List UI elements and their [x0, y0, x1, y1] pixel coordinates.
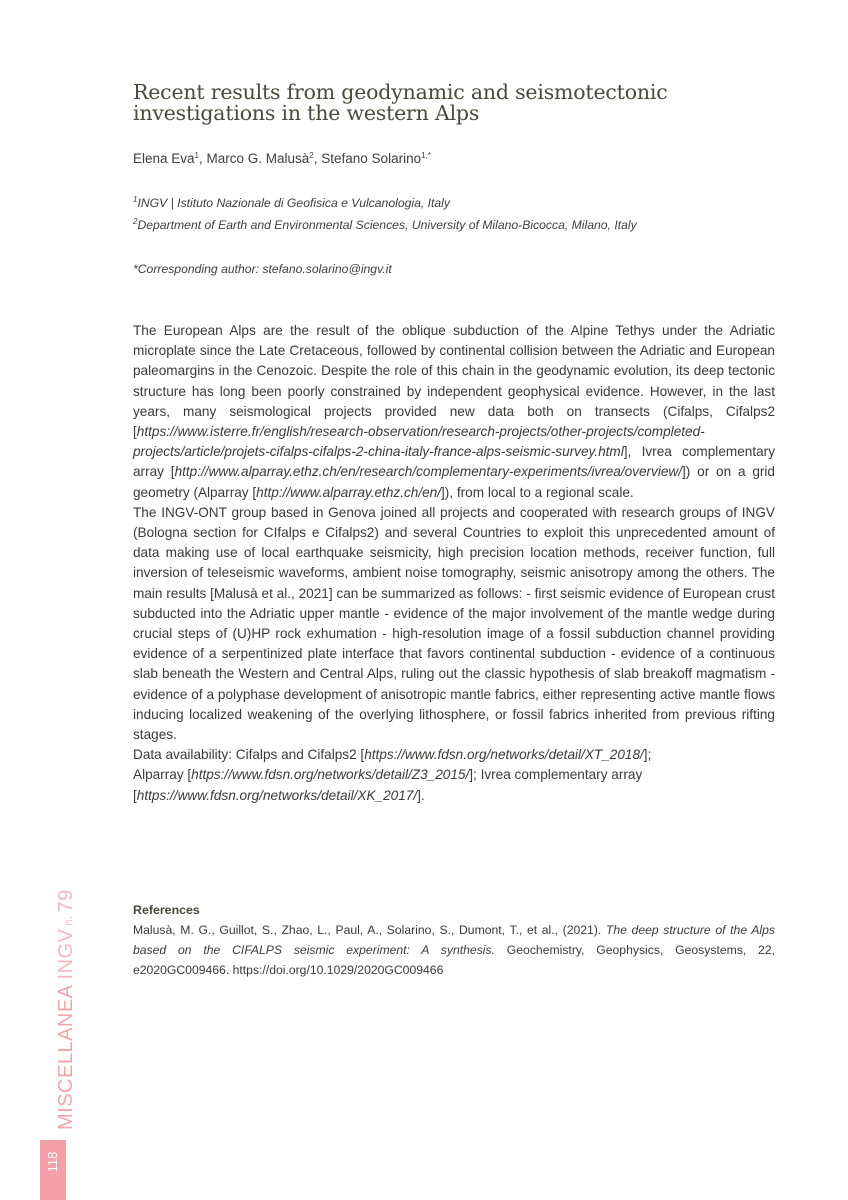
link-xt-2018[interactable]: https://www.fdsn.org/networks/detail/XT_2018/: [364, 747, 644, 763]
title-line-1: Recent results from geodynamic and seismotectonic: [133, 80, 668, 104]
author-affiliation-mark: 1,*: [421, 151, 431, 160]
author-affiliation-mark: 1: [194, 151, 199, 160]
link-xk-2017[interactable]: https://www.fdsn.org/networks/detail/XK_2017/: [136, 787, 418, 803]
text-run: ]; Ivrea complementary array: [469, 767, 643, 783]
author-separator: ,: [313, 151, 322, 166]
link-cifalps[interactable]: https://www.isterre.fr/english/research-observation/research-projects/other-projects/completed-projects/article/projets-cifalps-cifalps-2-china-italy-france-alps-seismic-survey.html: [133, 424, 705, 460]
text-run: ]) or on a grid geometry (Alparray [: [133, 464, 775, 500]
author-name: Elena Eva: [133, 151, 195, 166]
affiliation-1: [133, 196, 450, 210]
corresponding-author: *Corresponding author: stefano.solarino@ingv.it: [133, 262, 392, 276]
text-run: [: [133, 787, 137, 803]
author-list: [133, 151, 431, 166]
text-run: ]), from local to a regional scale.: [441, 484, 634, 500]
affiliation-mark: 1: [133, 195, 138, 204]
abstract-body: [133, 321, 775, 806]
issue-number: 79: [55, 889, 77, 913]
author-separator: ,: [199, 151, 207, 166]
text-run: Data availability: Cifalps and Cifalps2 [: [133, 747, 365, 763]
reference-item: [133, 920, 775, 981]
affiliation-text: Department of Earth and Environmental Sciences, University of Milano-Bicocca, Milano, Italy: [137, 218, 637, 232]
references-section: [133, 900, 775, 981]
journal-publisher: INGV: [55, 928, 77, 980]
reference-source: Geochemistry, Geophysics, Geosystems, 22, e2020GC009466. https://doi.org/10.1029/2020GC009466: [133, 943, 775, 978]
link-alparray[interactable]: http://www.alparray.ethz.ch/en/: [256, 484, 442, 500]
reference-title: The deep structure of the Alps based on the CIFALPS seismic experiment: A synthesis.: [133, 923, 775, 958]
text-run: The European Alps are the result of the oblique subduction of the Alpine Tethys under the Adriatic microplate since the Late Cretaceous, followed by continental collision between the Adriatic and European paleomargins in the Cenozoic. Despite the role of this chain in the geodynamic evolution, its deep tectonic structure has long been poorly constrained by independent geophysical evidence. However, in the last years, many seismological projects provided new data both on transects (Cifalps, Cifalps2 [: [133, 323, 775, 440]
references-heading: References: [133, 903, 200, 917]
affiliation-text: INGV | Istituto Nazionale di Geofisica e Vulcanologia, Italy: [137, 196, 450, 210]
link-z3-2015[interactable]: https://www.fdsn.org/networks/detail/Z3_2015/: [191, 767, 470, 783]
text-run: ], Ivrea complementary array [: [133, 444, 775, 480]
title-line-2: investigations in the western Alps: [133, 101, 480, 125]
data-availability: [133, 745, 775, 806]
author-affiliation-mark: 2: [309, 151, 314, 160]
link-ivrea[interactable]: http://www.alparray.ethz.ch/en/research/complementary-experiments/ivrea/overview/: [174, 464, 683, 480]
page-title: [133, 82, 733, 124]
affiliation-2: [133, 218, 637, 232]
author-name: Marco G. Malusà: [206, 151, 310, 166]
paragraph-2: The INGV-ONT group based in Genova joined all projects and cooperated with research groups of INGV (Bologna section for CIfalps e Cifalps2) and several Countries to exploit this unprecedented amount of data making use of local earthquake seismicity, high precision location methods, receiver function, full inversion of teleseismic waveforms, ambient noise tomography, seismic anisotropy among the others. The main results [Malusà et al., 2021] can be summarized as follows: - first seismic evidence of European crust subducted into the Adriatic upper mantle - evidence of the major involvement of the mantle wedge during crucial steps of (U)HP rock exhumation - high-resolution image of a fossil subduction channel providing evidence of a serpentinized plate interface that favors continental subduction - evidence of a continuous slab beneath the Western and Central Alps, ruling out the classic hypothesis of slab breakoff magmatism - evidence of a polyphase development of anisotropic mantle fabrics, either representing active mantle flows inducing localized weakening of the overlying lithosphere, or fossil fabrics inherited from previous rifting stages.: [133, 504, 775, 743]
text-run: ].: [417, 787, 425, 803]
text-run: ];: [643, 747, 652, 763]
page-number: 118: [45, 1151, 60, 1173]
reference-authors: Malusà, M. G., Guillot, S., Zhao, L., Paul, A., Solarino, S., Dumont, T., et al., (2021).: [133, 923, 606, 937]
journal-running-head: [53, 889, 82, 1130]
issue-prefix: n.: [63, 915, 75, 926]
text-run: Alparray [: [133, 767, 192, 783]
paragraph-1: [133, 321, 775, 503]
author-name: Stefano Solarino: [321, 151, 422, 166]
affiliation-mark: 2: [133, 217, 138, 226]
journal-name: MISCELLANEA: [55, 985, 77, 1130]
